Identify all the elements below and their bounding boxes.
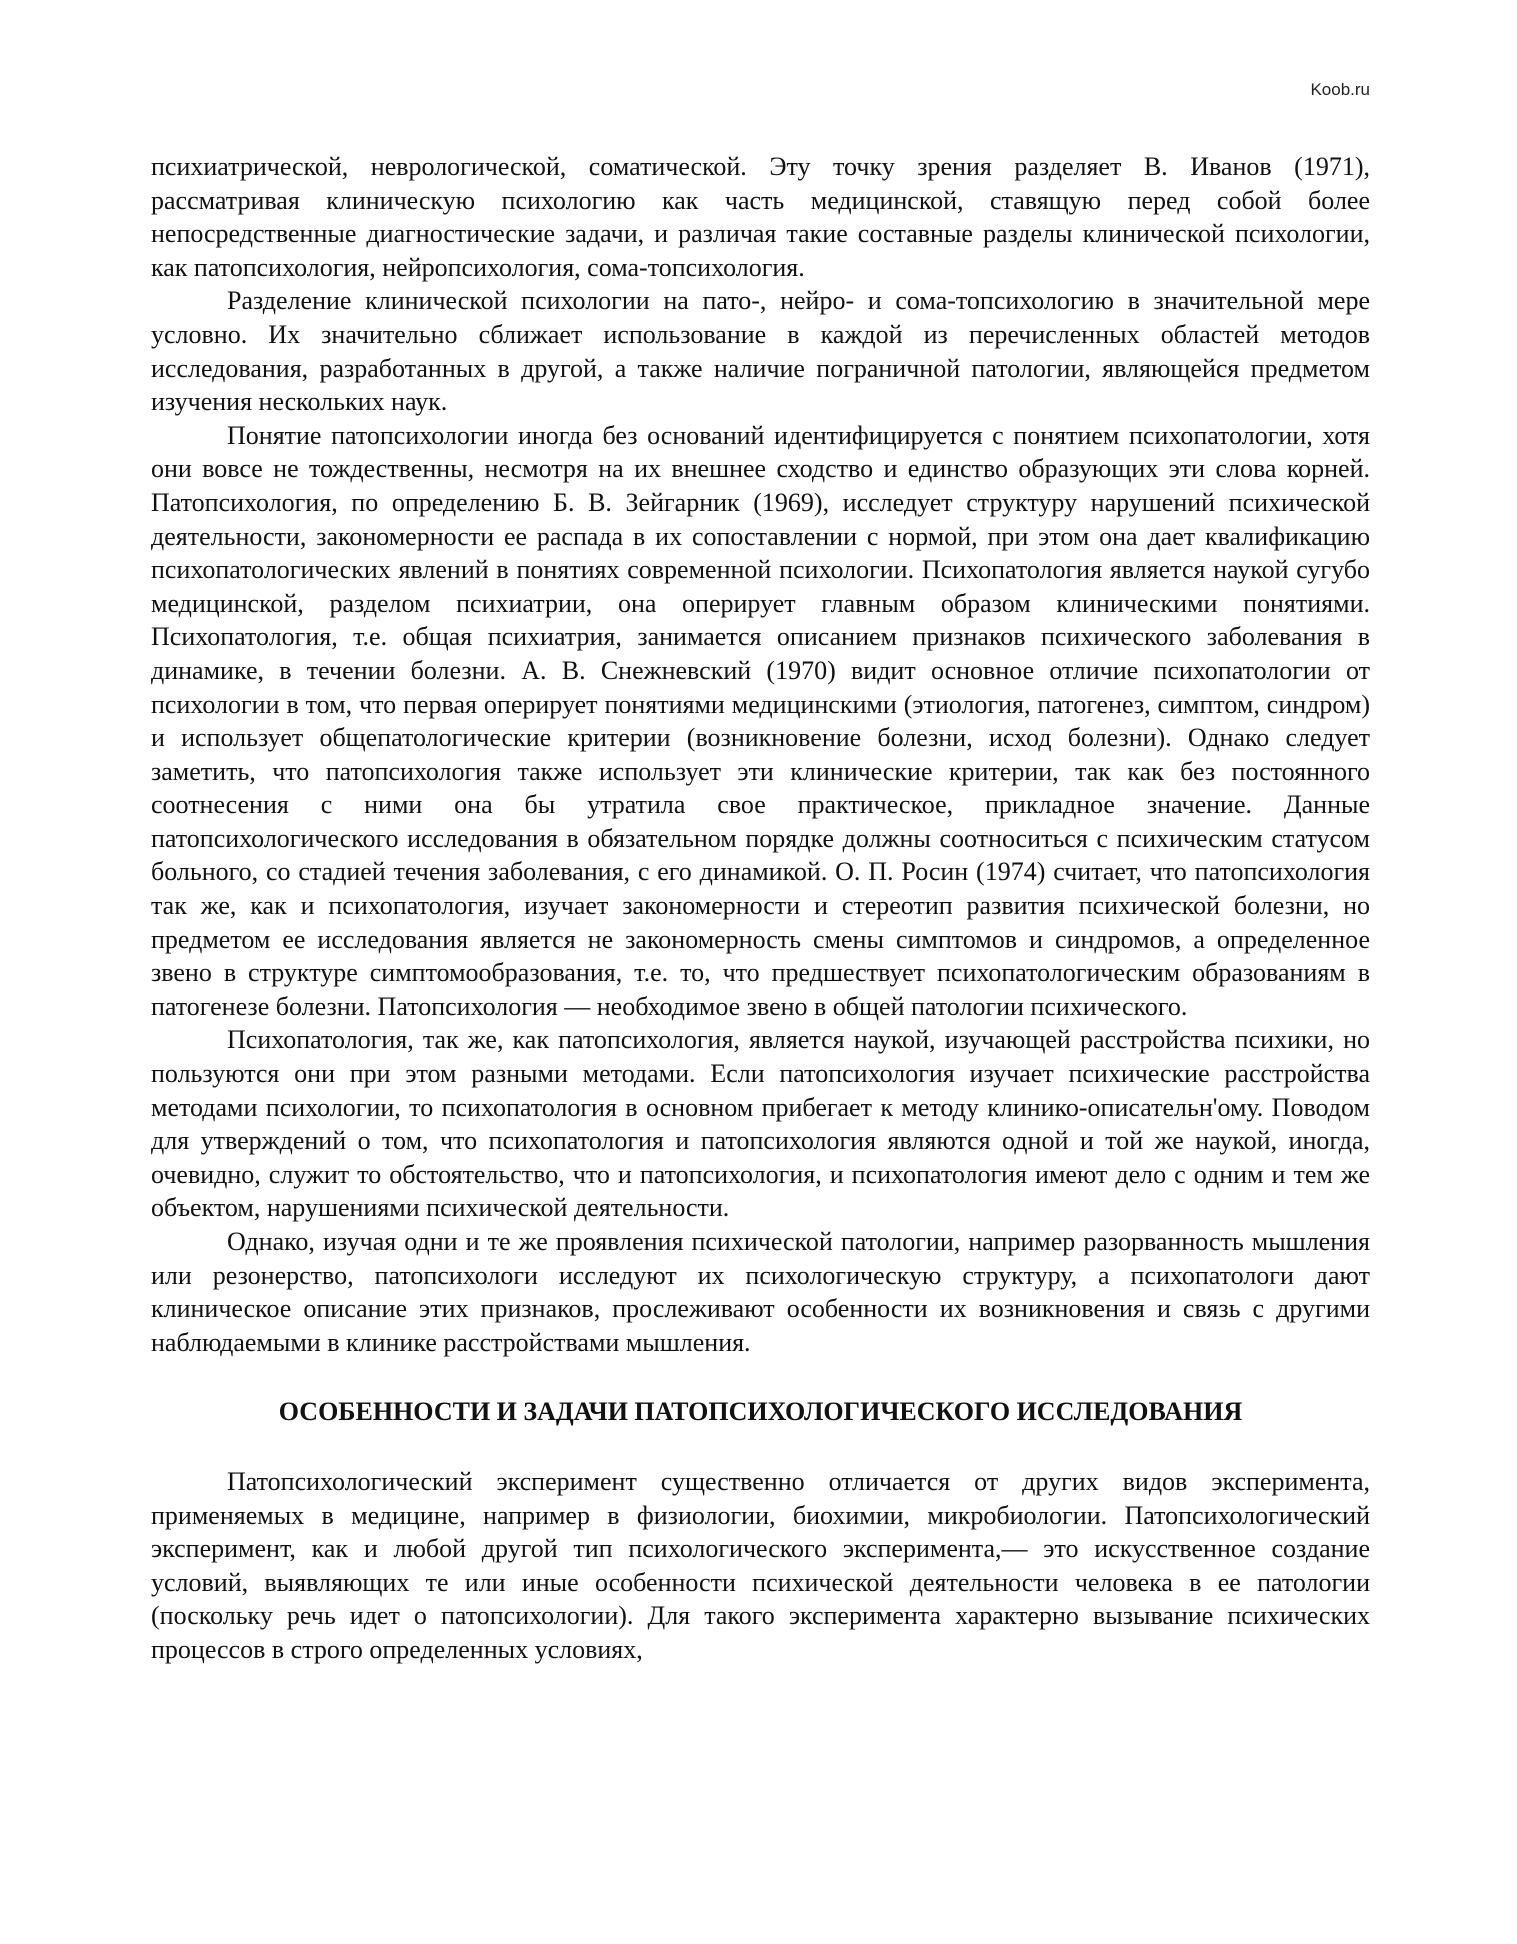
paragraph: Понятие патопсихологии иногда без оснований идентифицируется с понятием психопатологии, хотя они вовсе не тождественны, несмотря на их внешнее сходство и единство образующих эти слова корней. Патопсихология, по определению Б. В. Зейгарник (1969), исследует структуру нарушений психической деятельности, закономерности ее распада в их сопоставлении с нормой, при этом она дает квалификацию психопатологических явлений в понятиях современной психологии. Психопатология является наукой сугубо медицинской, разделом психиатрии, она оперирует главным образом клиническими понятиями. Психопатология, т.е. общая психиатрия, занимается описанием признаков психического заболевания в динамике, в течении болезни. А. В. Снежневский (1970) видит основное отличие психопатологии от психологии в том, что первая оперирует понятиями медицинскими (этиология, патогенез, симптом, синдром) и использует общепатологические критерии (возникновение болезни, исход болезни). Однако следует заметить, что патопсихология также использует эти клинические критерии, так как без постоянного соотнесения с ними она бы утратила свое практическое, прикладное значение. Данные патопсихологического исследования в обязательном порядке должны соотноситься с психическим статусом больного, со стадией течения заболевания, с его динамикой. О. П. Росин (1974) считает, что патопсихология так же, как и психопатология, изучает закономерности и стереотип развития психической болезни, но предметом ее исследования является не закономерность смены симптомов и синдромов, а определенное звено в структуре симптомообразования, т.е. то, что предшествует психопатологическим образованиям в патогенезе болезни. Патопсихология — необходимое звено в общей патологии психического. [151, 420, 1370, 1021]
paragraph: Разделение клинической психологии на пато-, нейро- и сома-топсихологию в значительной мере условно. Их значительно сближает использование в каждой из перечисленных областей методов исследования, разработанных в другой, а также наличие пограничной патологии, являющейся предметом изучения нескольких наук. [151, 286, 1370, 417]
paragraph: Психопатология, так же, как патопсихология, является наукой, изучающей расстройства психики, но пользуются они при этом разными методами. Если патопсихология изучает психические расстройства методами психологии, то психопатология в основном прибегает к методу клинико-описательн'ому. Поводом для утверждений о том, что психопатология и патопсихология являются одной и той же наукой, иногда, очевидно, служит то обстоятельство, что и патопсихология, и психопатология имеют дело с одним и тем же объектом, нарушениями психической деятельности. [151, 1025, 1370, 1223]
paragraph: Патопсихологический эксперимент существенно отличается от других видов эксперимента, применяемых в медицине, например в физиологии, биохимии, микробиологии. Патопсихологический эксперимент, как и любой другой тип психологического эксперимента,— это искусственное создание условий, выявляющих те или иные особенности психической деятельности человека в ее патологии (поскольку речь идет о патопсихологии). Для такого эксперимента характерно вызывание психических процессов в строго определенных условиях, [151, 1466, 1370, 1664]
section-heading: ОСОБЕННОСТИ И ЗАДАЧИ ПАТОПСИХОЛОГИЧЕСКОГО ИССЛЕДОВАНИЯ [278, 1397, 1243, 1427]
site-watermark: Koob.ru [1310, 80, 1370, 99]
document-body [151, 150, 1370, 1667]
paragraph: психиатрической, неврологической, соматической. Эту точку зрения разделяет В. Иванов (1971), рассматривая клиническую психологию как часть медицинской, ставящую перед собой более непосредственные диагностические задачи, и различая такие составные разделы клинической психологии, как патопсихология, нейропсихология, сома-топсихология. [151, 152, 1370, 282]
paragraph: Однако, изучая одни и те же проявления психической патологии, например разорванность мышления или резонерство, патопсихологи исследуют их психологическую структуру, а психопатологи дают клиническое описание этих признаков, прослеживают особенности их возникновения и связь с другими наблюдаемыми в клинике расстройствами мышления. [151, 1227, 1370, 1357]
